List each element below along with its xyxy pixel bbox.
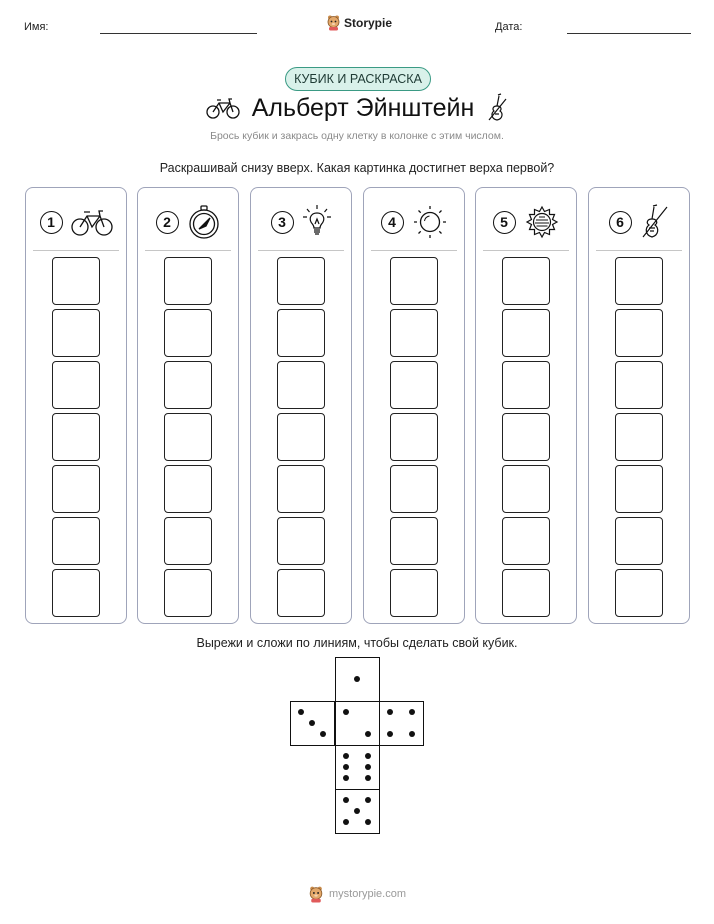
color-cell[interactable]: [615, 465, 663, 513]
die-pip: [343, 775, 349, 781]
color-cell[interactable]: [390, 569, 438, 617]
die-pip: [365, 775, 371, 781]
column-3: [250, 187, 352, 624]
violin-icon: [486, 93, 508, 123]
color-cell[interactable]: [52, 517, 100, 565]
color-cell[interactable]: [390, 413, 438, 461]
color-cell[interactable]: [164, 309, 212, 357]
column-divider: [483, 250, 569, 251]
color-cell[interactable]: [164, 465, 212, 513]
storypie-mascot-icon: [308, 885, 324, 903]
color-cell[interactable]: [502, 257, 550, 305]
die-pip: [365, 764, 371, 770]
column-divider: [371, 250, 457, 251]
cut-instruction: Вырежи и сложи по линиям, чтобы сделать свой кубик.: [196, 636, 518, 650]
color-cell[interactable]: [164, 413, 212, 461]
die-pip: [354, 808, 360, 814]
color-cell[interactable]: [52, 361, 100, 409]
footer-url[interactable]: mystorypie.com: [328, 888, 407, 900]
die-face-1: [335, 657, 380, 702]
color-cell[interactable]: [52, 569, 100, 617]
color-cell[interactable]: [502, 465, 550, 513]
color-cell[interactable]: [277, 465, 325, 513]
violin-icon: [640, 203, 670, 241]
color-cell[interactable]: [277, 517, 325, 565]
column-4: [363, 187, 465, 624]
color-cell[interactable]: [164, 569, 212, 617]
color-cell[interactable]: [277, 413, 325, 461]
die-pip: [354, 676, 360, 682]
color-cell[interactable]: [390, 309, 438, 357]
subtitle: Брось кубик и закрась одну клетку в колонке с этим числом.: [210, 130, 504, 142]
die-face-2: [335, 701, 380, 746]
color-cell[interactable]: [615, 517, 663, 565]
column-header: [476, 204, 576, 240]
color-cell[interactable]: [615, 413, 663, 461]
die-pip: [365, 797, 371, 803]
color-cell[interactable]: [390, 517, 438, 565]
color-cell[interactable]: [390, 465, 438, 513]
color-cell[interactable]: [615, 309, 663, 357]
color-cell[interactable]: [390, 361, 438, 409]
die-pip: [387, 731, 393, 737]
die-pip: [343, 753, 349, 759]
column-header: [26, 204, 126, 240]
color-cell[interactable]: [615, 361, 663, 409]
bicycle-icon: [206, 97, 240, 119]
color-cell[interactable]: [164, 361, 212, 409]
sun-glowing-icon: [524, 204, 560, 240]
color-cell[interactable]: [52, 257, 100, 305]
column-2: [137, 187, 239, 624]
bicycle-icon: [71, 207, 113, 237]
column-header: [589, 204, 689, 240]
die-face-3: [290, 701, 335, 746]
column-number: 5: [493, 211, 516, 234]
color-cell[interactable]: [615, 257, 663, 305]
footer: [0, 885, 714, 903]
instruction: Раскрашивай снизу вверх. Какая картинка достигнет верха первой?: [159, 161, 555, 175]
column-5: [475, 187, 577, 624]
column-divider: [258, 250, 344, 251]
brand-logo: [326, 14, 392, 31]
die-pip: [365, 819, 371, 825]
column-number: 2: [156, 211, 179, 234]
color-cell[interactable]: [277, 257, 325, 305]
die-pip: [298, 709, 304, 715]
title-row: [0, 93, 714, 123]
date-line[interactable]: [567, 33, 691, 34]
color-cell[interactable]: [502, 413, 550, 461]
brand-name: Storypie: [344, 15, 393, 30]
color-cell[interactable]: [164, 257, 212, 305]
lightbulb-icon: [302, 204, 332, 240]
sun-icon: [412, 204, 448, 240]
die-pip: [387, 709, 393, 715]
column-header: [138, 204, 238, 240]
die-face-4: [379, 701, 424, 746]
column-6: [588, 187, 690, 624]
color-cell[interactable]: [502, 309, 550, 357]
die-pip: [343, 709, 349, 715]
column-divider: [145, 250, 231, 251]
name-line[interactable]: [100, 33, 257, 34]
color-cell[interactable]: [52, 413, 100, 461]
date-label: Дата:: [495, 21, 523, 33]
die-face-5: [335, 789, 380, 834]
name-label: Имя:: [24, 21, 49, 33]
column-1: [25, 187, 127, 624]
worksheet-badge: КУБИК И РАСКРАСКА: [285, 67, 431, 91]
die-pip: [343, 819, 349, 825]
column-divider: [596, 250, 682, 251]
column-header: [364, 204, 464, 240]
color-cell[interactable]: [502, 361, 550, 409]
die-pip: [409, 731, 415, 737]
column-divider: [33, 250, 119, 251]
die-pip: [409, 709, 415, 715]
die-pip: [320, 731, 326, 737]
color-cell[interactable]: [52, 465, 100, 513]
color-cell[interactable]: [615, 569, 663, 617]
die-pip: [365, 753, 371, 759]
compass-icon: [187, 205, 221, 239]
die-pip: [309, 720, 315, 726]
color-cell[interactable]: [277, 569, 325, 617]
page-title: Альберт Эйнштейн: [251, 93, 475, 122]
color-cell[interactable]: [164, 517, 212, 565]
color-cell[interactable]: [502, 569, 550, 617]
storypie-mascot-icon: [326, 14, 341, 31]
die-pip: [365, 731, 371, 737]
color-cell[interactable]: [277, 361, 325, 409]
die-pip: [343, 764, 349, 770]
column-number: 4: [381, 211, 404, 234]
color-cell[interactable]: [277, 309, 325, 357]
die-face-6: [335, 745, 380, 790]
column-number: 3: [271, 211, 294, 234]
color-cell[interactable]: [502, 517, 550, 565]
color-cell[interactable]: [52, 309, 100, 357]
die-pip: [343, 797, 349, 803]
column-header: [251, 204, 351, 240]
column-number: 1: [40, 211, 63, 234]
color-cell[interactable]: [390, 257, 438, 305]
column-number: 6: [609, 211, 632, 234]
